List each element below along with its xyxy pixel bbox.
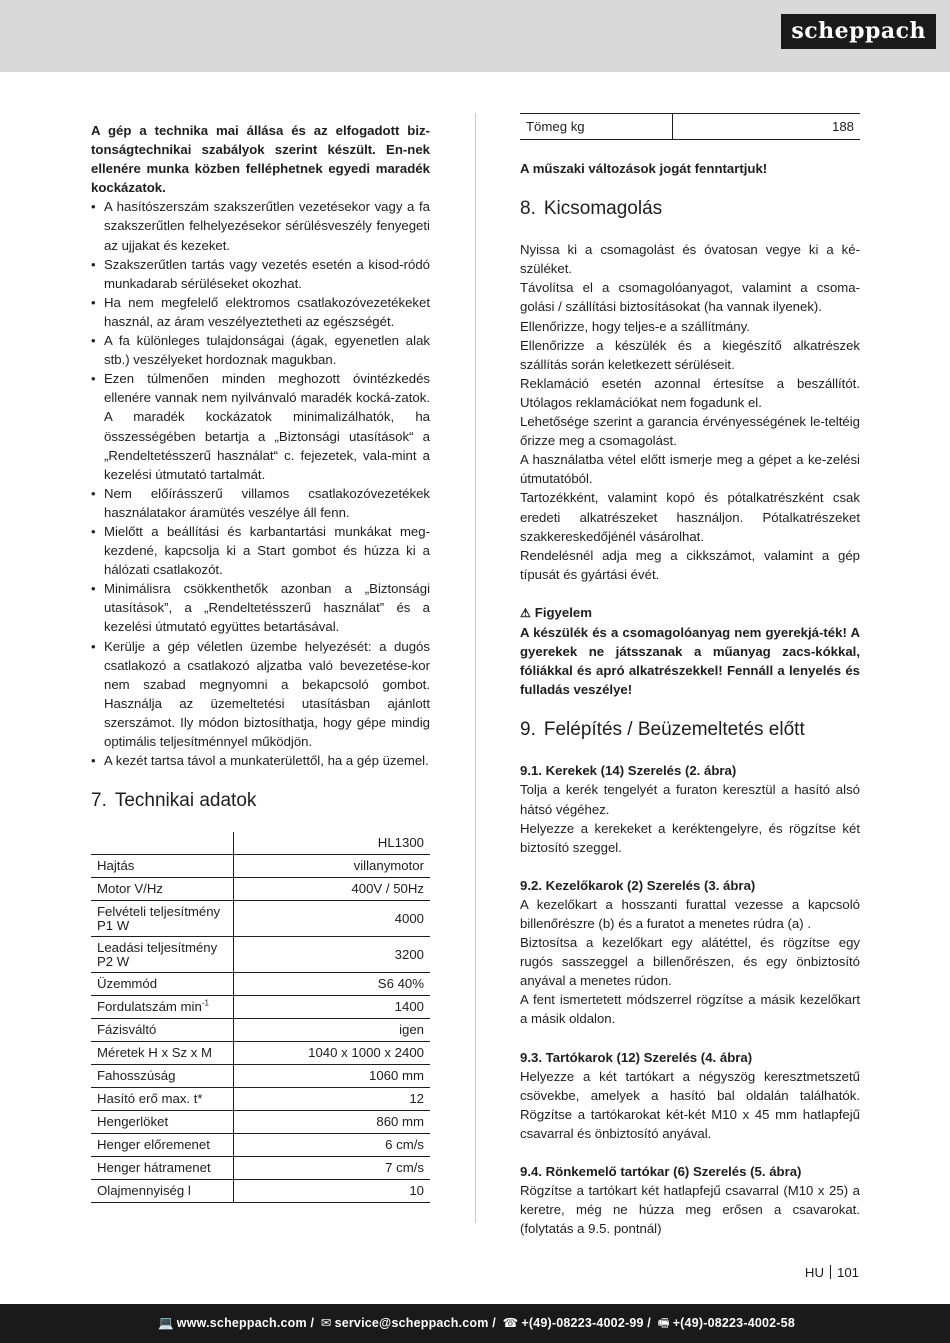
page-number-value: 101 [836, 1265, 859, 1280]
table-corner [91, 832, 234, 855]
unit-exponent: -1 [201, 998, 209, 1008]
table-row [520, 114, 860, 140]
paragraph: Ellenőrizze a készülék és a kiegészítő alkatrészek szállítás során keletkezett sérüléseit. [520, 337, 860, 372]
table-row [91, 1157, 430, 1180]
table-row [91, 901, 430, 937]
table-row [91, 1111, 430, 1134]
table-row [91, 1042, 430, 1065]
warning-title [520, 603, 860, 623]
row-label: Fahosszúság [91, 1065, 234, 1088]
row-label: Henger előremenet [91, 1134, 234, 1157]
paragraph: Ellenőrizze, hogy teljes-e a szállítmány. [520, 318, 750, 334]
section-9-heading [520, 718, 860, 742]
paragraph: Helyezze a kerekeket a keréktengelyre, és rögzítse két biztosító szeggel. [520, 820, 860, 855]
warning-title-text: Figyelem [534, 604, 592, 620]
table-row [91, 1088, 430, 1111]
row-value: 10 [234, 1180, 431, 1203]
footer-fax: +(49)-08223-4002-58 [672, 1316, 795, 1330]
list-item: • Nem előírásszerű villamos csatlakozóvezetékek használatakor áramütés veszélye áll fenn. [91, 484, 430, 522]
tech-changes-note: A műszaki változások jogát fenntartjuk! [520, 161, 768, 177]
left-column [91, 121, 430, 1203]
row-label: Leadási teljesítmény P2 W [91, 937, 234, 973]
list-item: • Szakszerűtlen tartás vagy vezetés esetén a kisod-ródó munkadarab sérüléseket okozhat. [91, 255, 430, 293]
paragraph: Nyissa ki a csomagolást és óvatosan vegye ki a ké-szüléket. [520, 242, 860, 277]
subsection-title: 9.1. Kerekek (14) Szerelés (2. ábra) [520, 763, 737, 779]
tech-data-table [91, 832, 430, 1203]
subsection-title: 9.4. Rönkemelő tartókar (6) Szerelés (5. ábra) [520, 1164, 802, 1180]
column-divider [475, 113, 476, 1223]
computer-icon: 💻 [158, 1316, 174, 1330]
section-number: 7. [91, 790, 107, 812]
row-value: 1040 x 1000 x 2400 [234, 1042, 431, 1065]
fax-icon: 🖷 [657, 1316, 670, 1330]
section-8-heading [520, 197, 860, 221]
paragraph: Távolítsa el a csomagolóanyagot, valamint a csoma-golási / szállítási biztosításokat (ha vannak ilyenek). [520, 280, 860, 315]
row-label: Hasító erő max. t* [91, 1088, 234, 1111]
row-label: Üzemmód [91, 973, 234, 996]
section-title: Technikai adatok [114, 790, 257, 812]
footer-website[interactable]: www.scheppach.com / [176, 1316, 315, 1330]
row-value: 3200 [234, 937, 431, 973]
list-item: • A hasítószerszám szakszerűtlen vezetésekor vagy a fa szakszerűtlen felhelyezésekor sérülésveszély fenyegeti az ujjakat és kezeket. [91, 197, 430, 254]
row-label: Felvételi teljesítmény P1 W [91, 901, 234, 937]
paragraph: Lehetősége szerint a garancia érvényességének le-teltéig őrizze meg a csomagolást. [520, 414, 860, 449]
list-item: • Ha nem megfelelő elektromos csatlakozóvezetékeket használ, az áram veszélyeztetheti az egészségét. [91, 293, 430, 331]
row-label: Olajmennyiség l [91, 1180, 234, 1203]
subsection-title: 9.3. Tartókarok (12) Szerelés (4. ábra) [520, 1049, 753, 1065]
subsection-9-2 [520, 876, 860, 1029]
list-item: • Mielőtt a beállítási és karbantartási munkákat meg-kezdené, kapcsolja ki a Start gombot és húzza ki a hálózati csatlakozót. [91, 522, 430, 579]
section-number: 9. [520, 719, 536, 741]
row-label: Hengerlöket [91, 1111, 234, 1134]
section-7-heading [91, 789, 430, 813]
warning-box [520, 603, 860, 699]
row-value: S6 40% [234, 973, 431, 996]
table-row [91, 1065, 430, 1088]
subsection-9-4 [520, 1162, 860, 1238]
footer-phone: +(49)-08223-4002-99 / [521, 1316, 651, 1330]
row-label: Méretek H x Sz x M [91, 1042, 234, 1065]
row-value: igen [234, 1019, 431, 1042]
paragraph: Biztosítsa a kezelőkart egy alátéttel, és rögzítse egy rugós sasszeggel a billenőrészen, és egy önbiztosító anyával a menetes rúdon. [520, 935, 860, 989]
unpacking-text [520, 240, 860, 584]
row-value: 1060 mm [234, 1065, 431, 1088]
row-label: Tömeg kg [520, 114, 673, 140]
row-value: 12 [234, 1088, 431, 1111]
row-label [91, 996, 234, 1019]
row-value: 7 cm/s [234, 1157, 431, 1180]
subsection-9-3 [520, 1048, 860, 1143]
paragraph: Rögzítse a tartókart két hatlapfejű csavarral (M10 x 25) a keretre, még ne húzza meg erősen a csavarokat. (folytatás a 9.5. pontnál) [520, 1183, 860, 1237]
list-item: • Minimálisra csökkenthetők azonban a „Biztonsági utasítások”, a „Rendeltetésszerű használat” és a kezelési útmutató együttes betartásával. [91, 579, 430, 636]
brand-logo: scheppach [781, 14, 936, 49]
row-value: villanymotor [234, 855, 431, 878]
paragraph: A fent ismertetett módszerrel rögzítse a másik kezelőkart a másik oldalon. [520, 992, 860, 1027]
paragraph: Tolja a kerék tengelyét a furaton keresztül a hasító alsó hátsó végéhez. [520, 782, 860, 817]
right-column [520, 113, 860, 1238]
list-item: • A kezét tartsa távol a munkaterülettől, ha a gép üzemel. [91, 751, 430, 770]
subsection-9-1 [520, 761, 860, 856]
row-value: 1400 [234, 996, 431, 1019]
residual-risk-list [91, 197, 430, 770]
list-item: • Ezen túlmenően minden meghozott óvintézkedés ellenére vannak nem nyilvánvaló maradék kocká-zatok. A maradék kockázatok minimalizálhatók, ha összességében betartja a „Biztonsági utasítások“ a „Rendeltetésszerű használat“ c. fejezetek, vala-mint a kezelési útmutató tartalmát. [91, 369, 430, 484]
footer-bar [0, 1304, 950, 1343]
paragraph: Helyezze a két tartókart a négyszög keresztmetszetű csövekbe, amelyek a hasító bal oldalán találhatók. Rögzítse a tartókarokat két-két M10 x 45 mm hatlapfejű csavarral és önbiztosító anyával. [520, 1068, 860, 1141]
row-value: 400V / 50Hz [234, 878, 431, 901]
weight-table [520, 113, 860, 140]
row-value: 188 [673, 114, 861, 140]
section-title: Felépítés / Beüzemeltetés előtt [543, 719, 805, 741]
list-item: • A fa különleges tulajdonságai (ágak, egyenetlen alak stb.) veszélyeket hordoznak magukban. [91, 331, 430, 369]
page-number-separator [830, 1265, 831, 1279]
table-header-row [91, 832, 430, 855]
section-title: Kicsomagolás [543, 198, 663, 220]
paragraph: A kezelőkart a hosszanti furattal vezesse a kapcsoló billenőrészre (b) és a furatot a menetes rúdra (a) . [520, 896, 860, 931]
row-value: 860 mm [234, 1111, 431, 1134]
table-row [91, 1134, 430, 1157]
subsection-title: 9.2. Kezelőkarok (2) Szerelés (3. ábra) [520, 877, 756, 893]
residual-risk-intro: A gép a technika mai állása és az elfogadott biz-tonságtechnikai szabályok szerint készült. En-nek ellenére munka közben felléphetnek egyedi maradék kockázatok. [91, 123, 430, 196]
table-row [91, 937, 430, 973]
row-label: Hajtás [91, 855, 234, 878]
page-number [805, 1265, 859, 1280]
model-header: HL1300 [234, 832, 431, 855]
email-icon: ✉ [320, 1316, 332, 1330]
row-label: Henger hátramenet [91, 1157, 234, 1180]
table-row [91, 855, 430, 878]
table-row [91, 1180, 430, 1203]
table-row [91, 1019, 430, 1042]
paragraph: Tartozékként, valamint kopó és pótalkatrészként csak eredeti alkatrészeket használjon. Pótalkatrészeket szakkereskedőjénél vásárolhat. [520, 490, 860, 544]
paragraph: Rendelésnél adja meg a cikkszámot, valamint a gép típusát és gyártási évét. [520, 547, 860, 582]
section-number: 8. [520, 198, 536, 220]
header-bar [0, 0, 950, 72]
row-label: Motor V/Hz [91, 878, 234, 901]
language-code: HU [804, 1265, 824, 1280]
table-row [91, 878, 430, 901]
row-value: 4000 [234, 901, 431, 937]
footer-email[interactable]: service@scheppach.com / [334, 1316, 496, 1330]
row-label-text: Fordulatszám min [97, 999, 202, 1015]
paragraph: Reklamáció esetén azonnal értesítse a beszállítót. Utólagos reklamációkat nem fogadunk el. [520, 375, 860, 410]
table-row [91, 973, 430, 996]
phone-icon: ☎ [502, 1316, 519, 1330]
paragraph: A használatba vétel előtt ismerje meg a gépet a ke-zelési útmutatóból. [520, 452, 860, 487]
row-label: Fázisváltó [91, 1019, 234, 1042]
warning-text: A készülék és a csomagolóanyag nem gyerekjá-ték! A gyerekek ne játsszanak a műanyag zacs-kókkal, fóliákkal és apró alkatrészekkel! Fennáll a lenyelés és fulladás veszélye! [520, 624, 860, 698]
warning-triangle-icon: ⚠ [520, 605, 531, 620]
list-item: • Kerülje a gép véletlen üzembe helyezését: a dugós csatlakozó a csatlakozó aljzatba való bevezetése-kor nem szabad megnyomni a bekapcsoló gombot. Használja az üzemeltetési utasításban ajánlott szerszámot. Ily módon biztosíthatja, hogy gépe mindig optimális teljesítménnyel működjön. [91, 637, 430, 752]
table-row [91, 996, 430, 1019]
row-value: 6 cm/s [234, 1134, 431, 1157]
